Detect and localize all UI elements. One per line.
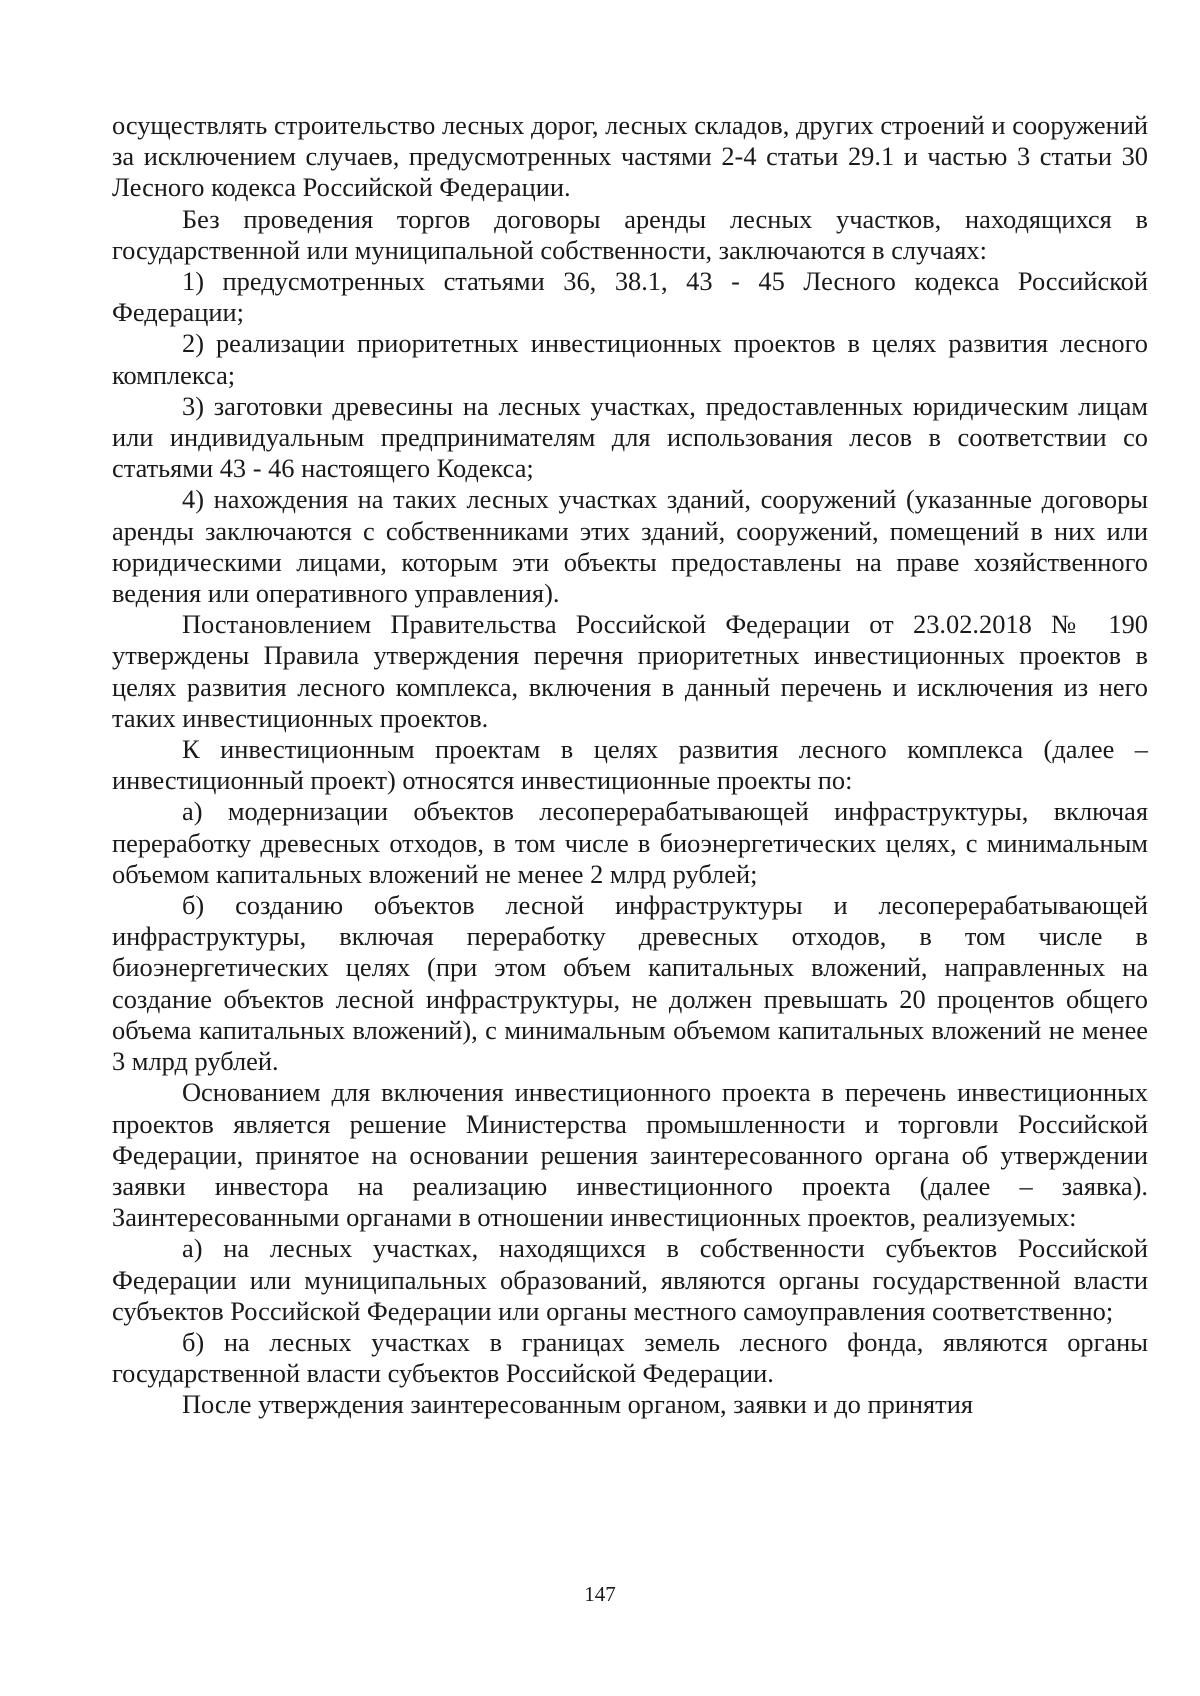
list-item-3: 3) заготовки древесины на лесных участках, предоставленных юридическим лицам или индивидуальным предпринимателям для использования лесов в соответствии со статьями 43 - 46 настоящего Кодекса; [112, 390, 1148, 484]
paragraph-after-approval: После утверждения заинтересованным органом, заявки и до принятия [182, 1389, 973, 1420]
list-item-1: 1) предусмотренных статьями 36, 38.1, 43 - 45 Лесного кодекса Российской Федерации; [112, 266, 1148, 328]
paragraph-government-decree: Постановлением Правительства Российской Федерации от 23.02.2018 № 190 утверждены Правила утверждения перечня приоритетных инвестиционных проектов в целях развития лесного комплекса, включения в данный перечень и исключения из него таких инвестиционных проектов. [112, 609, 1148, 733]
list-item-b-creation: б) созданию объектов лесной инфраструктуры и лесоперерабатывающей инфраструктуры, включая переработку древесных отходов, в том числе в биоэнергетических целях (при этом объем капитальных вложений, направленных на создание объектов лесной инфраструктуры, не должен превышать 20 процентов общего объема капитальных вложений), с минимальным объемом капитальных вложений не менее 3 млрд рублей. [112, 890, 1148, 1077]
list-item-4: 4) нахождения на таких лесных участках зданий, сооружений (указанные договоры аренды заключаются с собственниками этих зданий, сооружений, помещений в них или юридическими лицами, которым эти объекты предоставлены на праве хозяйственного ведения или оперативного управления). [112, 484, 1148, 609]
list-item-a-modernization: а) модернизации объектов лесоперерабатывающей инфраструктуры, включая переработку древесных отходов, в том числе в биоэнергетических целях, с минимальным объемом капитальных вложений не менее 2 млрд рублей; [112, 796, 1148, 889]
document-body [112, 110, 1148, 1421]
paragraph-inclusion-basis: Основанием для включения инвестиционного проекта в перечень инвестиционных проектов является решение Министерства промышленности и торговли Российской Федерации, принятое на основании решения заинтересованного органа об утверждении заявки инвестора на реализацию инвестиционного проекта (далее – заявка). Заинтересованными органами в отношении инвестиционных проектов, реализуемых: [112, 1077, 1148, 1233]
list-item-a-subject-property: а) на лесных участках, находящихся в собственности субъектов Российской Федерации или муниципальных образований, являются органы государственной власти субъектов Российской Федерации или органы местного самоуправления соответственно; [112, 1233, 1148, 1326]
paragraph-continuation: осуществлять строительство лесных дорог, лесных складов, других строений и сооружений за исключением случаев, предусмотренных частями 2-4 статьи 29.1 и частью 3 статьи 30 Лесного кодекса Российской Федерации. [112, 110, 1148, 203]
paragraph-no-tender-cases: Без проведения торгов договоры аренды лесных участков, находящихся в государственной или муниципальной собственности, заключаются в случаях: [112, 203, 1148, 265]
page-number: 147 [584, 1582, 616, 1606]
list-item-b-forest-fund: б) на лесных участках в границах земель лесного фонда, являются органы государственной власти субъектов Российской Федерации. [112, 1326, 1148, 1389]
list-item-2: 2) реализации приоритетных инвестиционных проектов в целях развития лесного комплекса; [112, 328, 1148, 390]
paragraph-investment-projects: К инвестиционным проектам в целях развития лесного комплекса (далее – инвестиционный проект) относятся инвестиционные проекты по: [112, 734, 1148, 796]
